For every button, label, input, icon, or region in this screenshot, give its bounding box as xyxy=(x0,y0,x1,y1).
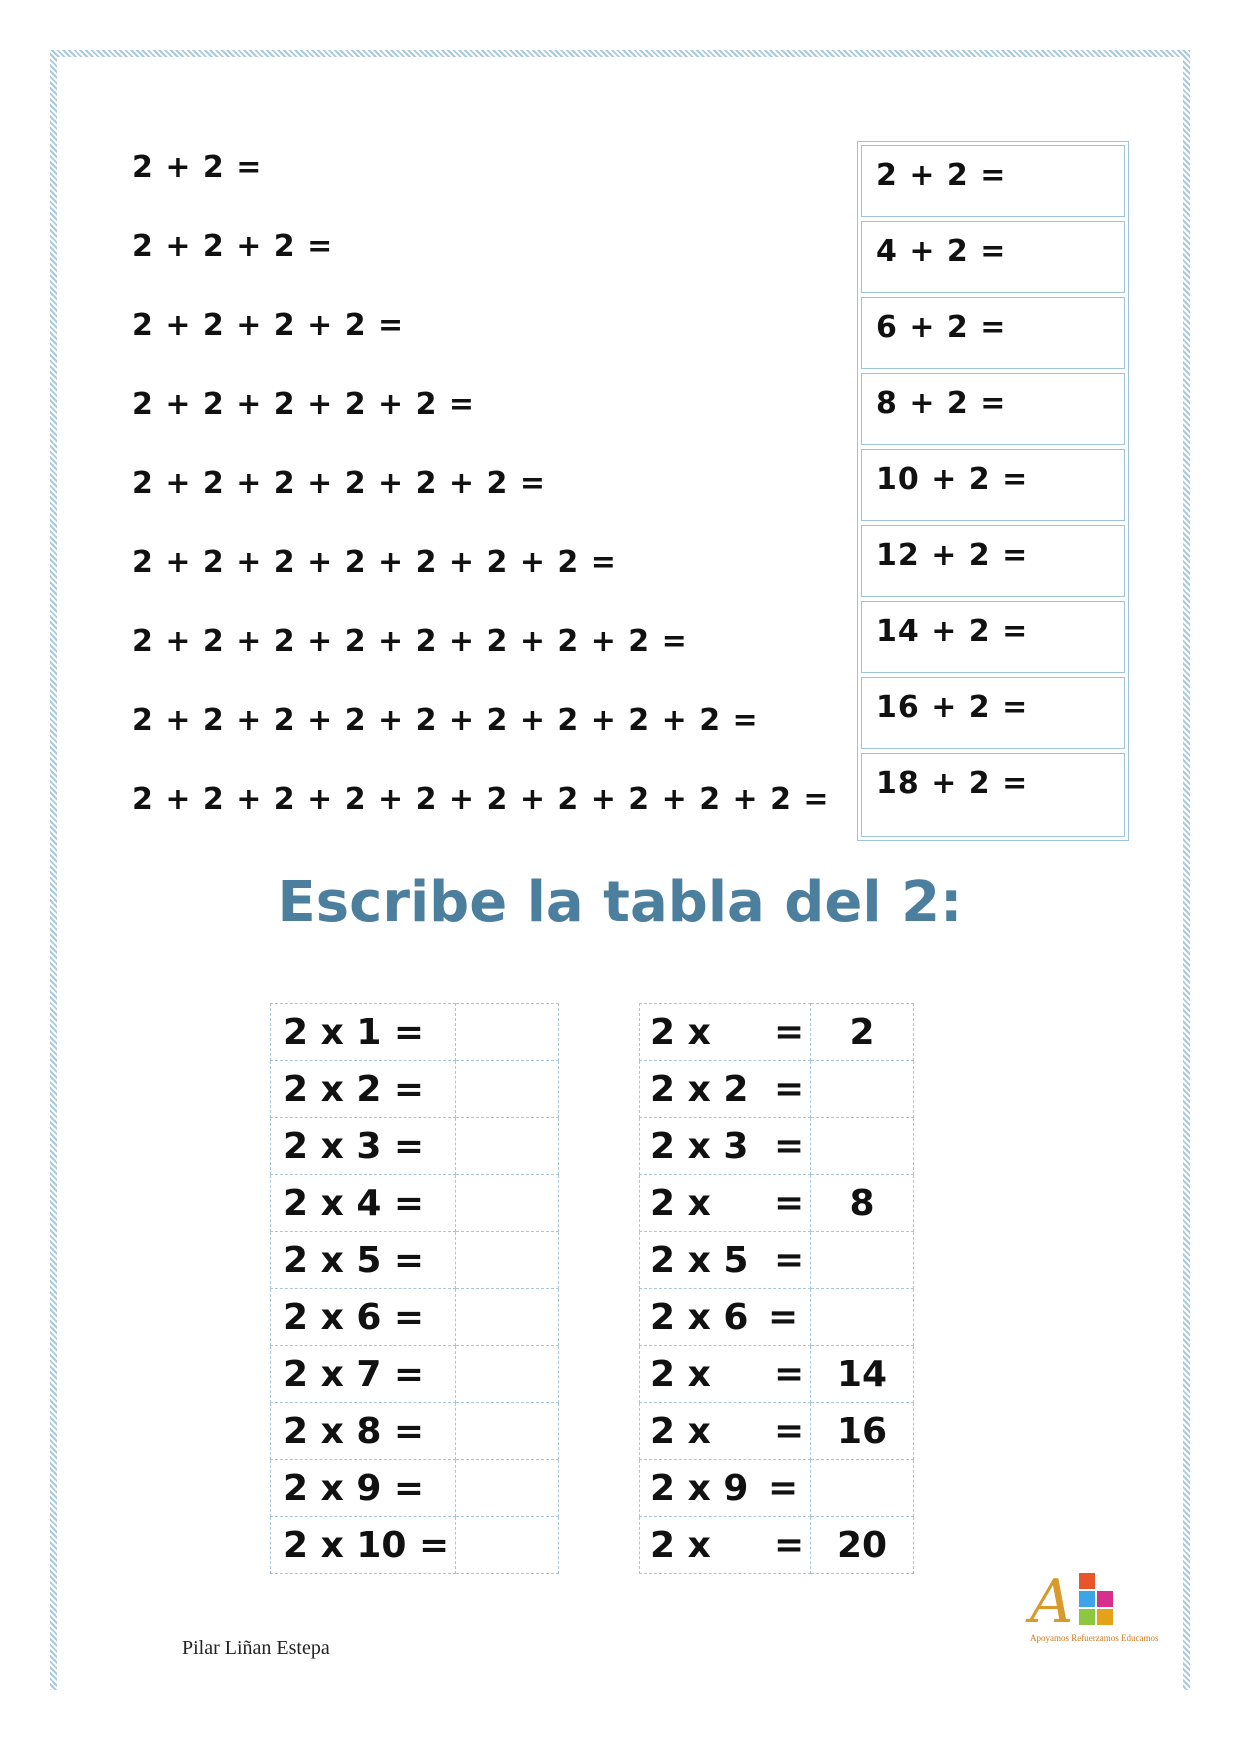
multiplication-expression: 2 x 1 = xyxy=(271,1004,456,1061)
multiplication-table-left xyxy=(270,1003,559,1574)
boxed-sum-cell[interactable]: 14 + 2 = xyxy=(861,601,1125,673)
multiplication-expression: 2 x 3 = xyxy=(271,1118,456,1175)
result-cell[interactable] xyxy=(811,1289,914,1346)
result-cell: 14 xyxy=(811,1346,914,1403)
multiplication-expression: 2 x 8 = xyxy=(271,1403,456,1460)
expression-text: 2 x 2 xyxy=(650,1068,749,1110)
expression-text: 2 x 3 xyxy=(650,1125,749,1167)
expression-text: 2 x xyxy=(650,1524,711,1566)
table-row xyxy=(271,1004,559,1061)
sum-line: 2 + 2 + 2 + 2 + 2 + 2 + 2 + 2 + 2 + 2 = xyxy=(132,782,830,817)
table-row xyxy=(640,1460,914,1517)
author-name: Pilar Liñan Estepa xyxy=(182,1637,330,1659)
table-row xyxy=(271,1517,559,1574)
sum-line: 2 + 2 = xyxy=(132,150,263,185)
multiplication-expression[interactable] xyxy=(640,1175,811,1232)
equals-sign: = xyxy=(774,1125,805,1167)
multiplication-expression: 2 x 4 = xyxy=(271,1175,456,1232)
sum-line: 2 + 2 + 2 + 2 + 2 + 2 + 2 = xyxy=(132,545,617,580)
equals-sign: = xyxy=(774,1068,805,1110)
table-row xyxy=(271,1460,559,1517)
logo-square xyxy=(1079,1609,1095,1625)
multiplication-expression xyxy=(640,1118,811,1175)
multiplication-expression xyxy=(640,1232,811,1289)
result-cell: 2 xyxy=(811,1004,914,1061)
result-cell: 20 xyxy=(811,1517,914,1574)
table-row xyxy=(640,1403,914,1460)
expression-text: 2 x xyxy=(650,1011,711,1053)
multiplication-expression[interactable] xyxy=(640,1004,811,1061)
table-row xyxy=(271,1403,559,1460)
sum-line: 2 + 2 + 2 + 2 = xyxy=(132,308,405,343)
table-row xyxy=(271,1289,559,1346)
boxed-sum-cell[interactable]: 4 + 2 = xyxy=(861,221,1125,293)
logo-square xyxy=(1079,1591,1095,1607)
expression-text: 2 x 6 xyxy=(650,1296,749,1338)
multiplication-expression: 2 x 2 = xyxy=(271,1061,456,1118)
equals-sign: = xyxy=(774,1353,805,1395)
multiplication-expression[interactable] xyxy=(640,1346,811,1403)
result-cell: 16 xyxy=(811,1403,914,1460)
table-row xyxy=(271,1175,559,1232)
sum-line: 2 + 2 + 2 = xyxy=(132,229,334,264)
expression-text: 2 x 5 xyxy=(650,1239,749,1281)
multiplication-expression xyxy=(640,1289,811,1346)
table-row xyxy=(271,1346,559,1403)
multiplication-expression: 2 x 6 = xyxy=(271,1289,456,1346)
boxed-sum-cell[interactable]: 6 + 2 = xyxy=(861,297,1125,369)
boxed-sum-cell[interactable]: 16 + 2 = xyxy=(861,677,1125,749)
multiplication-expression: 2 x 7 = xyxy=(271,1346,456,1403)
multiplication-expression[interactable] xyxy=(640,1403,811,1460)
boxed-sum-cell[interactable]: 2 + 2 = xyxy=(861,145,1125,217)
multiplication-expression: 2 x 5 = xyxy=(271,1232,456,1289)
logo-square xyxy=(1097,1609,1113,1625)
logo-letter: A xyxy=(1030,1567,1074,1637)
answer-cell[interactable] xyxy=(456,1232,559,1289)
multiplication-expression[interactable] xyxy=(640,1517,811,1574)
table-row xyxy=(640,1061,914,1118)
section-title: Escribe la tabla del 2: xyxy=(277,870,963,935)
answer-cell[interactable] xyxy=(456,1061,559,1118)
sum-line: 2 + 2 + 2 + 2 + 2 + 2 + 2 + 2 = xyxy=(132,624,688,659)
multiplication-expression xyxy=(640,1460,811,1517)
equals-sign: = xyxy=(768,1296,799,1338)
result-cell[interactable] xyxy=(811,1232,914,1289)
logo-square xyxy=(1079,1573,1095,1589)
answer-cell[interactable] xyxy=(456,1346,559,1403)
expression-text: 2 x xyxy=(650,1353,711,1395)
expression-text: 2 x 9 xyxy=(650,1467,749,1509)
table-row xyxy=(640,1289,914,1346)
equals-sign: = xyxy=(774,1182,805,1224)
equals-sign: = xyxy=(768,1467,799,1509)
table-row xyxy=(640,1346,914,1403)
logo-caption: Apoyamos Refuerzamos Educamos xyxy=(1030,1633,1159,1643)
result-cell[interactable] xyxy=(811,1118,914,1175)
expression-text: 2 x xyxy=(650,1410,711,1452)
result-cell: 8 xyxy=(811,1175,914,1232)
boxed-sum-cell[interactable]: 12 + 2 = xyxy=(861,525,1125,597)
table-row xyxy=(271,1061,559,1118)
boxed-sum-cell[interactable]: 18 + 2 = xyxy=(861,753,1125,837)
equals-sign: = xyxy=(774,1239,805,1281)
sum-line: 2 + 2 + 2 + 2 + 2 + 2 = xyxy=(132,466,546,501)
table-row xyxy=(640,1118,914,1175)
boxed-addition-table xyxy=(857,141,1129,841)
expression-text: 2 x xyxy=(650,1182,711,1224)
result-cell[interactable] xyxy=(811,1460,914,1517)
answer-cell[interactable] xyxy=(456,1517,559,1574)
multiplication-expression: 2 x 9 = xyxy=(271,1460,456,1517)
table-row xyxy=(640,1517,914,1574)
multiplication-expression xyxy=(640,1061,811,1118)
answer-cell[interactable] xyxy=(456,1403,559,1460)
table-row xyxy=(640,1175,914,1232)
table-row xyxy=(271,1118,559,1175)
answer-cell[interactable] xyxy=(456,1004,559,1061)
result-cell[interactable] xyxy=(811,1061,914,1118)
logo-square xyxy=(1097,1591,1113,1607)
table-row xyxy=(640,1232,914,1289)
equals-sign: = xyxy=(774,1410,805,1452)
answer-cell[interactable] xyxy=(456,1460,559,1517)
sum-line: 2 + 2 + 2 + 2 + 2 = xyxy=(132,387,476,422)
boxed-sum-cell[interactable]: 8 + 2 = xyxy=(861,373,1125,445)
table-row xyxy=(640,1004,914,1061)
equals-sign: = xyxy=(774,1011,805,1053)
answer-cell[interactable] xyxy=(456,1118,559,1175)
publisher-logo xyxy=(1030,1567,1159,1653)
answer-cell[interactable] xyxy=(456,1289,559,1346)
equals-sign: = xyxy=(774,1524,805,1566)
table-row xyxy=(271,1232,559,1289)
boxed-sum-cell[interactable]: 10 + 2 = xyxy=(861,449,1125,521)
answer-cell[interactable] xyxy=(456,1175,559,1232)
multiplication-table-right xyxy=(639,1003,914,1574)
multiplication-expression: 2 x 10 = xyxy=(271,1517,456,1574)
sum-line: 2 + 2 + 2 + 2 + 2 + 2 + 2 + 2 + 2 = xyxy=(132,703,759,738)
